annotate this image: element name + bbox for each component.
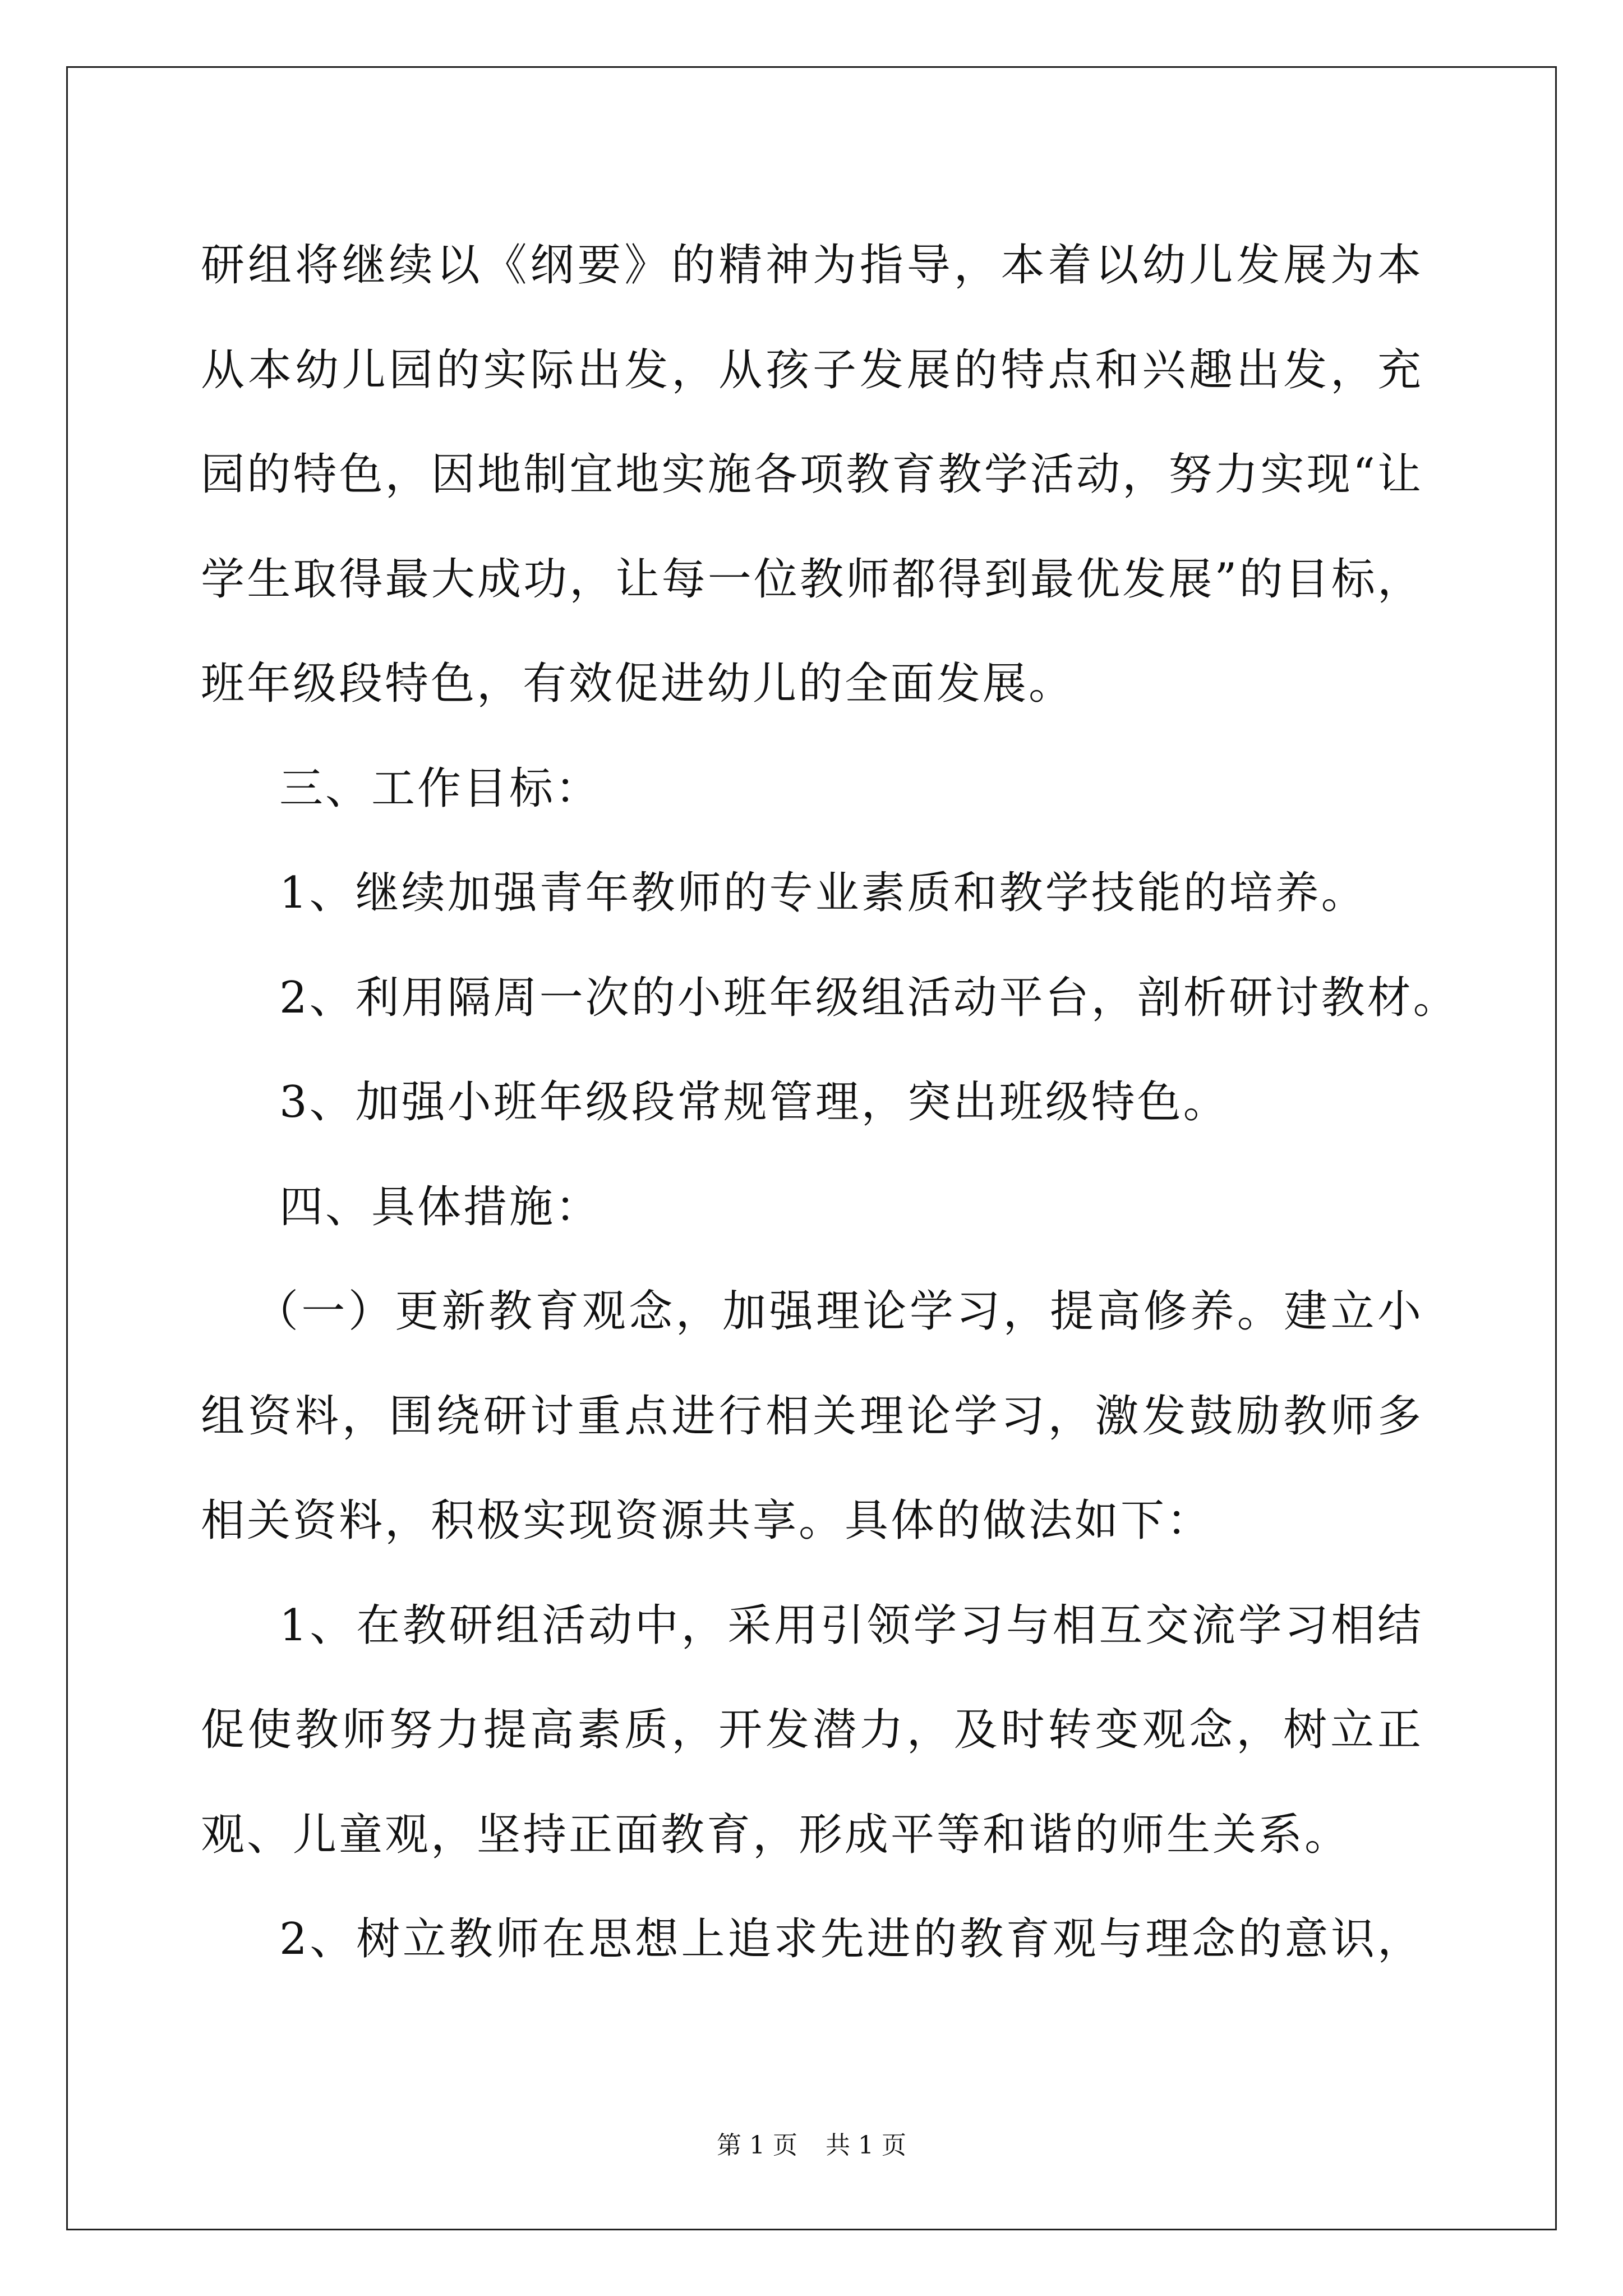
list-item: 2、利用隔周一次的小班年级组活动平台，剖析研讨教材。 <box>279 972 1459 1023</box>
paragraph-line: 观、儿童观，坚持正面教育，形成平等和谐的师生关系。 <box>201 1809 1351 1860</box>
section-heading: 三、工作目标： <box>279 763 602 814</box>
document-body <box>201 213 1459 1992</box>
paragraph-line: 从本幼儿园的实际出发，从孩子发展的特点和兴趣出发，充 <box>201 344 1423 395</box>
section-heading: 四、具体措施： <box>279 1181 602 1232</box>
paragraph-line: 学生取得最大成功，让每一位教师都得到最优发展”的目标， <box>201 554 1423 605</box>
page-total: 共 1 页 <box>826 2131 906 2160</box>
paragraph-line: 组资料，围绕研讨重点进行相关理论学习，激发鼓励教师多 <box>201 1391 1423 1442</box>
paragraph-line: （一）更新教育观念，加强理论学习，提高修养。建立小 <box>255 1286 1423 1337</box>
list-item: 1、继续加强青年教师的专业素质和教学技能的培养。 <box>279 868 1367 918</box>
paragraph-line: 园的特色，因地制宜地实施各项教育教学活动，努力实现“让 <box>201 449 1423 500</box>
list-item: 3、加强小班年级段常规管理，突出班级特色。 <box>279 1077 1229 1128</box>
list-item: 2、树立教师在思想上追求先进的教育观与理念的意识， <box>279 1914 1423 1964</box>
paragraph-line: 班年级段特色，有效促进幼儿的全面发展。 <box>201 659 1075 709</box>
page-number: 第 1 页 <box>717 2131 797 2160</box>
paragraph-line: 促使教师努力提高素质，开发潜力，及时转变观念，树立正 <box>201 1705 1423 1755</box>
page-footer <box>0 2125 1623 2161</box>
list-item: 1、在教研组活动中，采用引领学习与相互交流学习相结 <box>279 1600 1423 1651</box>
paragraph-line: 相关资料，积极实现资源共享。具体的做法如下： <box>201 1496 1213 1546</box>
paragraph-line: 研组将继续以《纲要》的精神为指导，本着以幼儿发展为本 <box>201 240 1423 291</box>
